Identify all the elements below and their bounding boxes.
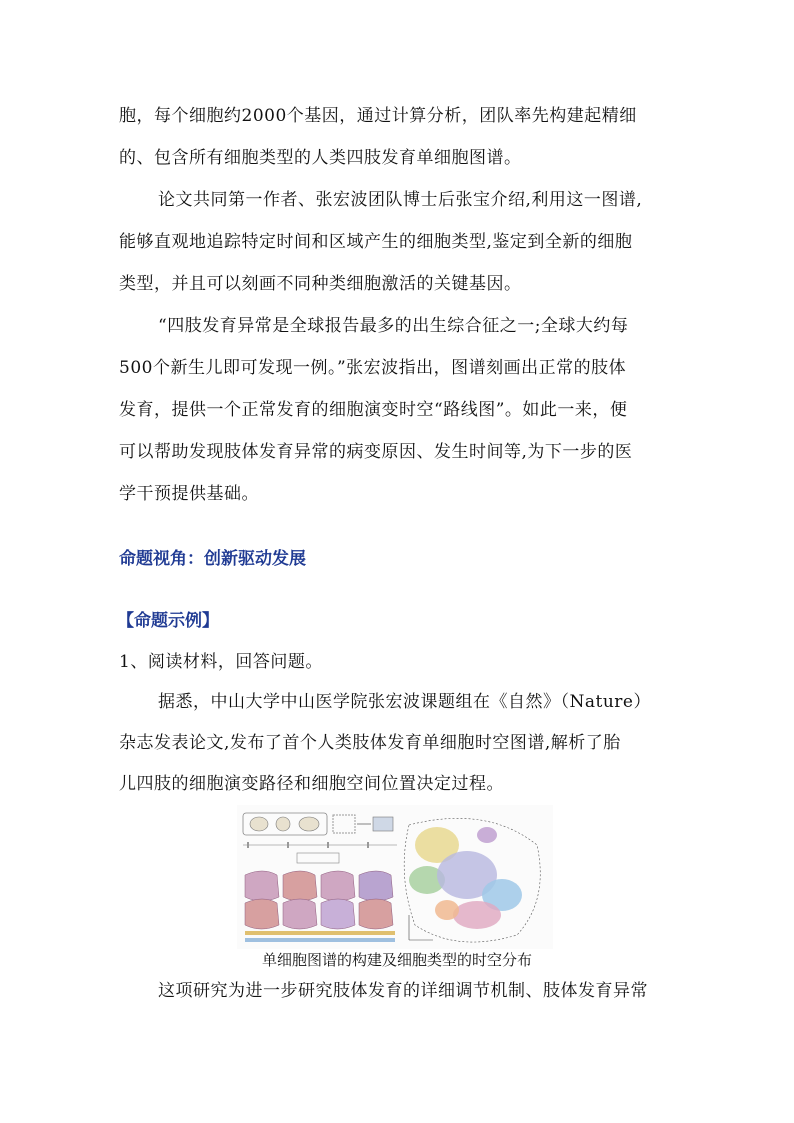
paragraph-3-line-5: 学干预提供基础。 bbox=[119, 484, 259, 504]
paragraph-2-line-2: 能够直观地追踪特定时间和区域产生的细胞类型,鉴定到全新的细胞 bbox=[119, 232, 633, 252]
paragraph-2-line-3: 类型，并且可以刻画不同种类细胞激活的关键基因。 bbox=[119, 274, 522, 294]
question-text: 1、阅读材料，回答问题。 bbox=[119, 652, 323, 672]
material-line-1: 据悉，中山大学中山医学院张宏波课题组在《自然》（Nature） bbox=[158, 692, 651, 712]
section-heading: 命题视角：创新驱动发展 bbox=[119, 549, 306, 569]
paragraph-3-line-2: 500个新生儿即可发现一例。”张宏波指出，图谱刻画出正常的肢体 bbox=[119, 358, 627, 378]
figure-caption: 单细胞图谱的构建及细胞类型的时空分布 bbox=[261, 951, 532, 969]
paragraph-1-line-1: 胞，每个细胞约2000个基因，通过计算分析，团队率先构建起精细 bbox=[119, 106, 637, 126]
paragraph-3-line-4: 可以帮助发现肢体发育异常的病变原因、发生时间等,为下一步的医 bbox=[119, 442, 633, 462]
closing-line: 这项研究为进一步研究肢体发育的详细调节机制、肢体发育异常 bbox=[158, 981, 648, 1001]
paragraph-3-line-3: 发育，提供一个正常发育的细胞演变时空“路线图”。如此一来，便 bbox=[119, 400, 628, 420]
example-heading: 【命题示例】 bbox=[117, 611, 219, 631]
paragraph-3-line-1: “四肢发育异常是全球报告最多的出生综合征之一;全球大约每 bbox=[158, 316, 629, 336]
material-line-3: 儿四肢的细胞演变路径和细胞空间位置决定过程。 bbox=[119, 774, 504, 794]
paragraph-2-line-1: 论文共同第一作者、张宏波团队博士后张宝介绍,利用这一图谱, bbox=[158, 190, 643, 210]
atlas-figure bbox=[237, 805, 553, 949]
material-line-2: 杂志发表论文,发布了首个人类肢体发育单细胞时空图谱,解析了胎 bbox=[119, 733, 621, 753]
paragraph-1-line-2: 的、包含所有细胞类型的人类四肢发育单细胞图谱。 bbox=[119, 148, 522, 168]
